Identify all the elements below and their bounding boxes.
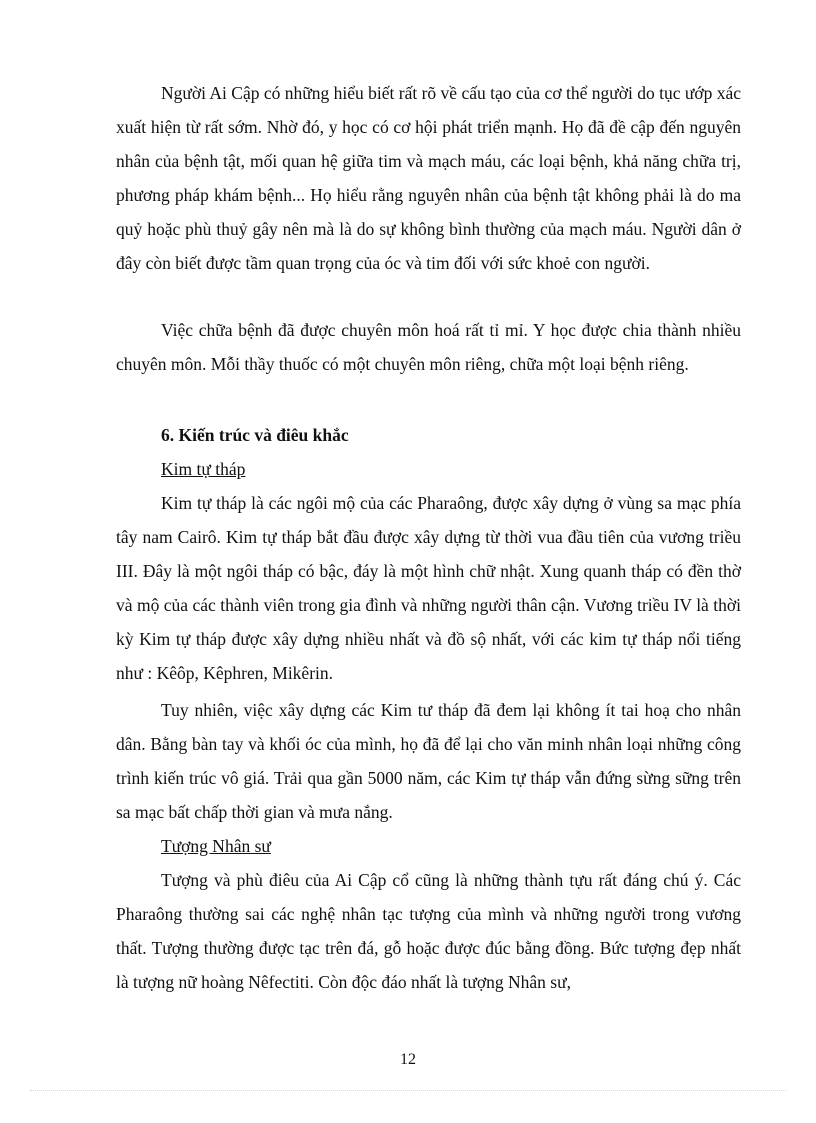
paragraph-pyramids: Kim tự tháp là các ngôi mộ của các Pharaông, được xây dựng ở vùng sa mạc phía tây nam Cairô. Kim tự tháp bắt đầu được xây dựng từ thời vua đầu tiên của vương triều III. Đây là một ngôi tháp có bậc, đáy là một hình chữ nhật. Xung quanh tháp có đền thờ và mộ của các thành viên trong gia đình và những người thân cận. Vương triều IV là thời kỳ Kim tự tháp được xây dựng nhiều nhất và đồ sộ nhất, với các kim tự tháp nổi tiếng như : Kêôp, Kêphren, Mikêrin. bbox=[116, 493, 741, 683]
paragraph-statues: Tượng và phù điêu của Ai Cập cổ cũng là những thành tựu rất đáng chú ý. Các Pharaông thường sai các nghệ nhân tạc tượng của mình và những người trong vương thất. Tượng thường được tạc trên đá, gỗ hoặc được đúc bằng đồng. Bức tượng đẹp nhất là tượng nữ hoàng Nêfectiti. Còn độc đáo nhất là tượng Nhân sư, bbox=[116, 870, 741, 992]
paragraph-pyramids-legacy: Tuy nhiên, việc xây dựng các Kim tư tháp đã đem lại không ít tai hoạ cho nhân dân. Bằng bàn tay và khối óc của mình, họ đã để lại cho văn minh nhân loại những công trình kiến trúc vô giá. Trải qua gần 5000 năm, các Kim tự tháp vẫn đứng sừng sững trên sa mạc bất chấp thời gian và mưa nắng. bbox=[116, 700, 741, 822]
paragraph-medicine-knowledge: Người Ai Cập có những hiểu biết rất rõ về cấu tạo của cơ thể người do tục ướp xác xuất hiện từ rất sớm. Nhờ đó, y học có cơ hội phát triển mạnh. Họ đã đề cập đến nguyên nhân của bệnh tật, mối quan hệ giữa tim và mạch máu, các loại bệnh, khả năng chữa trị, phương pháp khám bệnh... Họ hiểu rằng nguyên nhân của bệnh tật không phải là do ma quỷ hoặc phù thuỷ gây nên mà là do sự không bình thường của mạch máu. Người dân ở đây còn biết được tầm quan trọng của óc và tim đối với sức khoẻ con người. bbox=[116, 83, 741, 273]
footer-divider bbox=[30, 1090, 786, 1091]
subheading-pyramids: Kim tự tháp bbox=[161, 459, 246, 479]
section-heading: 6. Kiến trúc và điêu khắc bbox=[161, 425, 349, 445]
subheading-sphinx: Tượng Nhân sư bbox=[161, 836, 271, 856]
paragraph-medical-specialization: Việc chữa bệnh đã được chuyên môn hoá rất tỉ mỉ. Y học được chia thành nhiều chuyên môn. Mỗi thầy thuốc có một chuyên môn riêng, chữa một loại bệnh riêng. bbox=[116, 320, 741, 374]
page-number: 12 bbox=[400, 1051, 416, 1068]
